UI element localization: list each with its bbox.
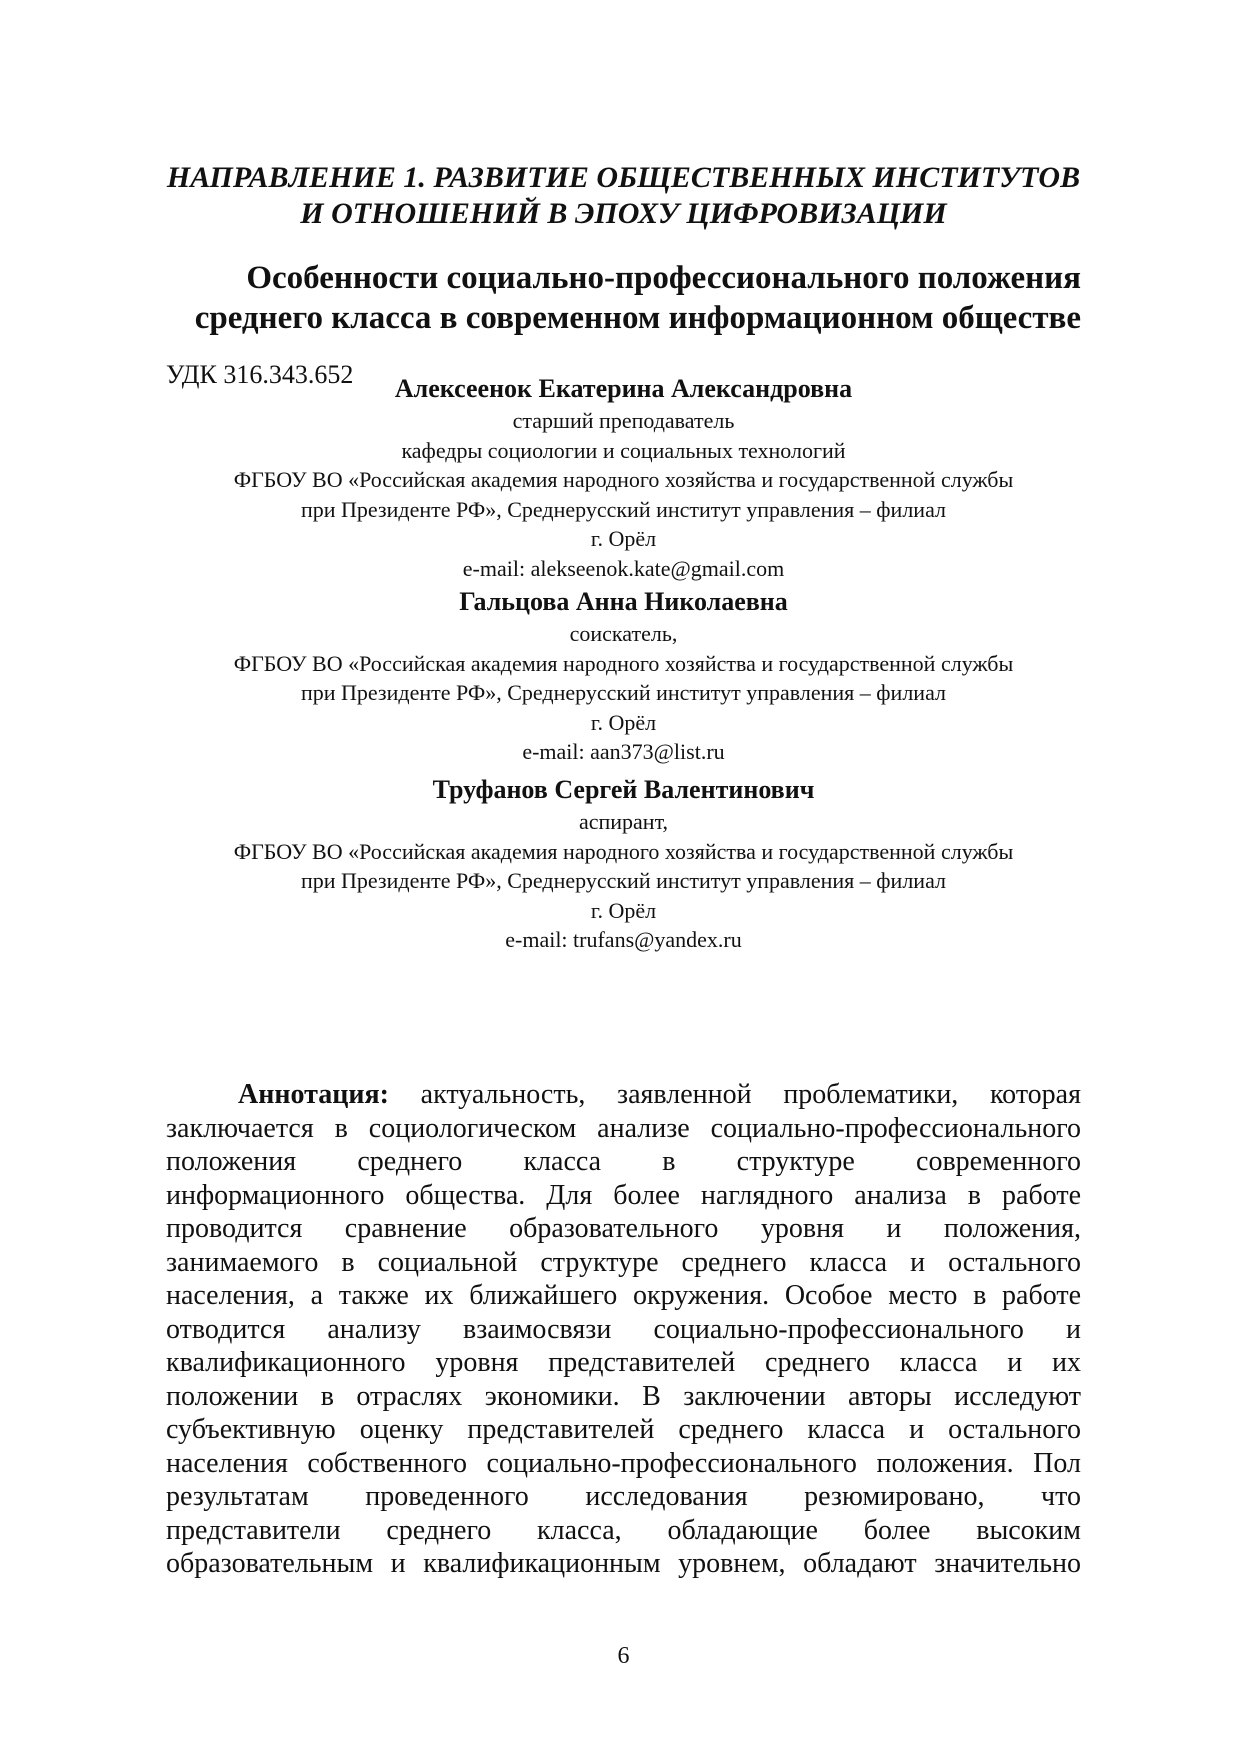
abstract-line: положении в отраслях экономики. В заключении авторы исследуют <box>166 1380 1081 1412</box>
udk-code: УДК 316.343.652 <box>166 360 354 389</box>
author-email: e-mail: aan373@list.ru <box>522 739 725 764</box>
abstract-first-line <box>166 1078 1081 1112</box>
author-position: старший преподаватель <box>512 408 735 433</box>
author-city: г. Орёл <box>590 709 657 735</box>
author-affiliation: ФГБОУ ВО «Российская академия народного хозяйства и государственной службы <box>233 467 1014 492</box>
abstract-line: положения среднего класса в структуре современного <box>166 1146 1081 1177</box>
section-heading-line-1: НАПРАВЛЕНИЕ 1. РАЗВИТИЕ ОБЩЕСТВЕННЫХ ИНСТИТУТОВ <box>166 161 1081 194</box>
author-name: Алексеенок Екатерина Александровна <box>394 374 853 403</box>
abstract-line: субъективную оценку представителей среднего класса и остального <box>166 1414 1081 1445</box>
author-name: Труфанов Сергей Валентинович <box>432 775 815 804</box>
article-title <box>166 258 1081 338</box>
abstract-line: представители среднего класса, обладающие более высоким <box>166 1514 1081 1546</box>
author-block <box>166 773 1081 955</box>
abstract-line: образовательным и квалификационным уровнем, обладают значительно <box>166 1548 1081 1579</box>
article-title-line-1: Особенности социально-профессионального положения <box>246 260 1081 296</box>
author-position: аспирант, <box>578 809 669 834</box>
author-city: г. Орёл <box>590 897 657 923</box>
article-title-line-2: среднего класса в современном информационном обществе <box>194 300 1081 336</box>
author-position: соискатель, <box>569 621 678 646</box>
author-block <box>166 585 1081 767</box>
abstract-line: отводится анализу взаимосвязи социально-профессионального и <box>166 1313 1081 1345</box>
abstract-line: результатам проведенного исследования резюмировано, что <box>166 1481 1081 1512</box>
author-name: Гальцова Анна Николаевна <box>459 587 788 616</box>
author-email: e-mail: alekseenok.kate@gmail.com <box>462 555 785 581</box>
abstract <box>166 1078 1081 1581</box>
section-heading <box>166 160 1081 232</box>
abstract-line: занимаемого в социальной структуре среднего класса и остального <box>166 1246 1081 1278</box>
abstract-label: Аннотация: <box>238 1079 389 1110</box>
author-email: e-mail: trufans@yandex.ru <box>505 927 742 952</box>
abstract-line: населения собственного социально-профессионального положения. Пол <box>166 1447 1081 1479</box>
abstract-first-line-text: актуальность, заявленной проблематики, которая <box>420 1079 1081 1110</box>
abstract-line: квалификационного уровня представителей среднего класса и их <box>166 1347 1081 1378</box>
author-city: г. Орёл <box>590 526 657 551</box>
author-affiliation-cont: при Президенте РФ», Среднерусский институт управления – филиал <box>300 680 947 705</box>
author-affiliation: ФГБОУ ВО «Российская академия народного хозяйства и государственной службы <box>233 650 1014 676</box>
abstract-line: населения, а также их ближайшего окружения. Особое место в работе <box>166 1280 1081 1311</box>
author-affiliation-cont: при Президенте РФ», Среднерусский институт управления – филиал <box>300 868 947 893</box>
section-heading-line-2: И ОТНОШЕНИЙ В ЭПОХУ ЦИФРОВИЗАЦИИ <box>300 197 947 230</box>
author-affiliation-cont: при Президенте РФ», Среднерусский институт управления – филиал <box>300 496 947 522</box>
author-block <box>166 372 1081 583</box>
abstract-line: заключается в социологическом анализе социально-профессионального <box>166 1112 1081 1144</box>
author-affiliation: ФГБОУ ВО «Российская академия народного хозяйства и государственной службы <box>233 838 1014 864</box>
abstract-line: информационного общества. Для более наглядного анализа в работе <box>166 1179 1081 1211</box>
abstract-line: проводится сравнение образовательного уровня и положения, <box>166 1213 1081 1244</box>
author-department: кафедры социологии и социальных технологий <box>401 437 846 463</box>
page-number: 6 <box>617 1643 630 1669</box>
